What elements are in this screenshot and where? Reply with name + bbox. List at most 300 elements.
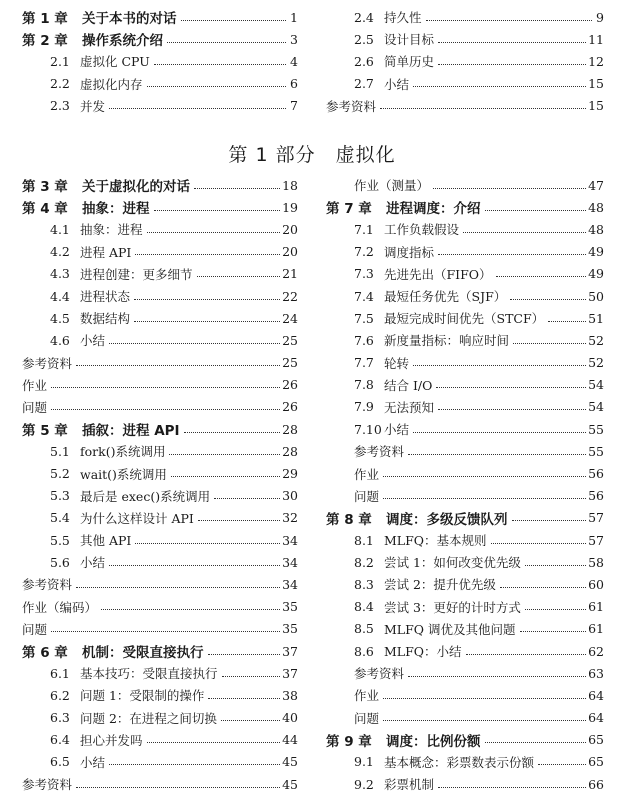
page-number: 26 bbox=[282, 399, 298, 415]
entry-title: 问题 1：受限制的操作 bbox=[80, 688, 205, 704]
dot-leader bbox=[433, 188, 586, 189]
dot-leader bbox=[154, 210, 281, 211]
page-number: 56 bbox=[588, 466, 604, 482]
page-number: 34 bbox=[282, 532, 298, 548]
section-number: 7.10 bbox=[354, 421, 382, 437]
toc-entry[interactable] bbox=[22, 6, 298, 28]
toc-entry[interactable] bbox=[22, 618, 298, 640]
dot-leader bbox=[208, 698, 280, 699]
section-number: 5.5 bbox=[50, 532, 70, 548]
dot-leader bbox=[198, 520, 280, 521]
toc-entry[interactable] bbox=[22, 751, 298, 773]
toc-entry[interactable] bbox=[22, 551, 298, 573]
section-number: 4.3 bbox=[50, 266, 70, 282]
toc-entry[interactable] bbox=[326, 352, 604, 374]
dot-leader bbox=[510, 299, 586, 300]
section-number: 2.4 bbox=[354, 9, 374, 25]
section-number: 4.6 bbox=[50, 332, 70, 348]
entry-title: 作业（测量） bbox=[354, 178, 430, 194]
page-number: 18 bbox=[282, 177, 298, 193]
dot-leader bbox=[538, 764, 586, 765]
dot-leader bbox=[485, 210, 587, 211]
page-number: 60 bbox=[588, 576, 604, 592]
section-number: 8.5 bbox=[354, 621, 374, 637]
page-number: 52 bbox=[588, 332, 604, 348]
section-number: 2.1 bbox=[50, 53, 70, 69]
toc-entry[interactable] bbox=[326, 241, 604, 263]
toc-entry[interactable] bbox=[326, 462, 604, 484]
dot-leader bbox=[438, 787, 586, 788]
toc-entry[interactable] bbox=[22, 285, 298, 307]
dot-leader bbox=[383, 698, 586, 699]
toc-entry[interactable] bbox=[22, 773, 298, 795]
page-number: 57 bbox=[588, 532, 604, 548]
toc-entry[interactable] bbox=[326, 329, 604, 351]
dot-leader bbox=[222, 676, 281, 677]
dot-leader bbox=[520, 631, 587, 632]
page-number: 28 bbox=[282, 443, 298, 459]
section-number: 4.1 bbox=[50, 221, 70, 237]
entry-title: 参考资料 bbox=[22, 777, 73, 793]
entry-title: 为什么这样设计 API bbox=[80, 510, 194, 526]
section-number: 5.4 bbox=[50, 510, 70, 526]
section-number: 8.6 bbox=[354, 643, 374, 659]
chapter-number: 第 3 章 bbox=[22, 179, 68, 196]
page-number: 48 bbox=[588, 221, 604, 237]
dot-leader bbox=[109, 108, 286, 109]
entry-title: 基本技巧：受限直接执行 bbox=[80, 666, 218, 682]
page-number: 45 bbox=[282, 776, 298, 792]
dot-leader bbox=[51, 409, 280, 410]
entry-title: 基本概念：彩票数表示份额 bbox=[384, 754, 535, 770]
chapter-number: 第 2 章 bbox=[22, 33, 68, 50]
chapter-number: 第 6 章 bbox=[22, 645, 68, 662]
dot-leader bbox=[408, 676, 586, 677]
section-number: 7.4 bbox=[354, 288, 374, 304]
entry-title: 无法预知 bbox=[384, 399, 435, 415]
entry-title: 小结 bbox=[384, 422, 410, 438]
toc-entry[interactable] bbox=[22, 440, 298, 462]
chapter-number: 第 8 章 bbox=[326, 511, 372, 528]
toc-entry[interactable] bbox=[22, 662, 298, 684]
toc-entry[interactable] bbox=[326, 729, 604, 751]
toc-entry[interactable] bbox=[22, 50, 298, 72]
dot-leader bbox=[413, 365, 586, 366]
dot-leader bbox=[147, 86, 286, 87]
page-number: 49 bbox=[588, 244, 604, 260]
entry-title: 尝试 3：更好的计时方式 bbox=[384, 599, 521, 615]
entry-title: 问题 bbox=[22, 399, 48, 415]
page-number: 34 bbox=[282, 554, 298, 570]
page-number: 40 bbox=[282, 710, 298, 726]
page-number: 38 bbox=[282, 687, 298, 703]
page-number: 45 bbox=[282, 754, 298, 770]
page-number: 47 bbox=[588, 177, 604, 193]
chapter-title: 关于虚拟化的对话 bbox=[82, 179, 190, 196]
section-number: 6.4 bbox=[50, 732, 70, 748]
entry-title: 小结 bbox=[384, 76, 410, 92]
toc-entry[interactable] bbox=[326, 684, 604, 706]
toc-entry[interactable] bbox=[326, 529, 604, 551]
toc-entry[interactable] bbox=[22, 684, 298, 706]
entry-title: 问题 bbox=[22, 621, 48, 637]
section-number: 2.5 bbox=[354, 31, 374, 47]
page-number: 37 bbox=[282, 665, 298, 681]
page-number: 58 bbox=[588, 554, 604, 570]
section-number: 8.4 bbox=[354, 599, 374, 615]
dot-leader bbox=[525, 565, 586, 566]
toc-entry[interactable] bbox=[326, 95, 604, 117]
entry-title: MLFQ：基本规则 bbox=[384, 533, 487, 549]
page-number: 21 bbox=[282, 266, 298, 282]
dot-leader bbox=[109, 343, 280, 344]
entry-title: 问题 bbox=[354, 710, 380, 726]
toc-right-column bbox=[326, 174, 604, 795]
toc-entry[interactable] bbox=[22, 196, 298, 218]
chapter-title: 进程调度：介绍 bbox=[386, 201, 481, 218]
chapter-title: 操作系统介绍 bbox=[82, 33, 163, 50]
dot-leader bbox=[438, 254, 586, 255]
section-number: 7.5 bbox=[354, 310, 374, 326]
chapter-number: 第 5 章 bbox=[22, 423, 68, 440]
dot-leader bbox=[496, 276, 587, 277]
section-number: 5.1 bbox=[50, 443, 70, 459]
toc-entry[interactable] bbox=[22, 573, 298, 595]
dot-leader bbox=[147, 232, 281, 233]
dot-leader bbox=[413, 432, 586, 433]
page-number: 44 bbox=[282, 732, 298, 748]
toc-left-column bbox=[22, 174, 298, 795]
toc-entry[interactable] bbox=[326, 374, 604, 396]
section-number: 4.5 bbox=[50, 310, 70, 326]
section-number: 5.2 bbox=[50, 466, 70, 482]
dot-leader bbox=[101, 609, 280, 610]
chapter-title: 调度：多级反馈队列 bbox=[386, 511, 508, 528]
entry-title: 小结 bbox=[80, 333, 106, 349]
toc-entry[interactable] bbox=[22, 374, 298, 396]
toc-entry[interactable] bbox=[22, 462, 298, 484]
dot-leader bbox=[134, 321, 280, 322]
dot-leader bbox=[383, 476, 586, 477]
entry-title: 虚拟化内存 bbox=[80, 76, 143, 92]
entry-title: 进程状态 bbox=[80, 289, 131, 305]
dot-leader bbox=[76, 587, 280, 588]
entry-title: 参考资料 bbox=[326, 98, 377, 114]
entry-title: 结合 I/O bbox=[384, 377, 433, 393]
dot-leader bbox=[436, 387, 586, 388]
toc-entry[interactable] bbox=[326, 485, 604, 507]
toc-entry[interactable] bbox=[326, 773, 604, 795]
toc-entry[interactable] bbox=[326, 28, 604, 50]
entry-title: MLFQ：小结 bbox=[384, 644, 462, 660]
page-number: 28 bbox=[282, 421, 298, 437]
dot-leader bbox=[76, 787, 280, 788]
page-number: 4 bbox=[290, 53, 298, 69]
toc-entry[interactable] bbox=[326, 73, 604, 95]
page-number: 57 bbox=[588, 510, 604, 526]
section-number: 6.3 bbox=[50, 710, 70, 726]
toc-entry[interactable] bbox=[326, 285, 604, 307]
chapter-title: 抽象：进程 bbox=[82, 201, 150, 218]
chapter-title: 调度：比例份额 bbox=[386, 733, 481, 750]
page-number: 61 bbox=[588, 621, 604, 637]
toc-entry[interactable] bbox=[22, 218, 298, 240]
section-number: 2.3 bbox=[50, 98, 70, 114]
page-number: 66 bbox=[588, 776, 604, 792]
page-number: 26 bbox=[282, 377, 298, 393]
dot-leader bbox=[438, 64, 586, 65]
section-number: 6.1 bbox=[50, 665, 70, 681]
entry-title: 作业 bbox=[354, 466, 380, 482]
entry-title: 最后是 exec()系统调用 bbox=[80, 488, 211, 504]
dot-leader bbox=[463, 232, 586, 233]
chapter-number: 第 1 章 bbox=[22, 11, 68, 28]
page-number: 35 bbox=[282, 599, 298, 615]
toc-top-left bbox=[22, 6, 298, 117]
toc-entry[interactable] bbox=[22, 729, 298, 751]
toc-entry[interactable] bbox=[326, 307, 604, 329]
section-number: 7.2 bbox=[354, 244, 374, 260]
toc-entry[interactable] bbox=[22, 73, 298, 95]
page-number: 54 bbox=[588, 377, 604, 393]
entry-title: 简单历史 bbox=[384, 54, 435, 70]
toc-entry[interactable] bbox=[326, 6, 604, 28]
page-number: 6 bbox=[290, 76, 298, 92]
dot-leader bbox=[413, 86, 586, 87]
toc-entry[interactable] bbox=[326, 507, 604, 529]
dot-leader bbox=[171, 476, 280, 477]
page-number: 1 bbox=[290, 9, 298, 25]
page-number: 29 bbox=[282, 466, 298, 482]
entry-title: 参考资料 bbox=[354, 666, 405, 682]
dot-leader bbox=[438, 409, 586, 410]
entry-title: 问题 bbox=[354, 488, 380, 504]
page-number: 61 bbox=[588, 599, 604, 615]
dot-leader bbox=[208, 654, 281, 655]
toc-entry[interactable] bbox=[22, 529, 298, 551]
entry-title: 数据结构 bbox=[80, 311, 131, 327]
toc-entry[interactable] bbox=[22, 263, 298, 285]
chapter-number: 第 7 章 bbox=[326, 201, 372, 218]
toc-entry[interactable] bbox=[326, 396, 604, 418]
toc-entry[interactable] bbox=[326, 196, 604, 218]
toc-entry[interactable] bbox=[326, 174, 604, 196]
page-number: 22 bbox=[282, 288, 298, 304]
toc-entry[interactable] bbox=[326, 707, 604, 729]
entry-title: fork()系统调用 bbox=[80, 444, 166, 460]
dot-leader bbox=[154, 64, 286, 65]
section-number: 7.6 bbox=[354, 332, 374, 348]
page-number: 20 bbox=[282, 244, 298, 260]
section-number: 7.9 bbox=[354, 399, 374, 415]
toc-entry[interactable] bbox=[22, 329, 298, 351]
page-number: 37 bbox=[282, 643, 298, 659]
section-number: 4.4 bbox=[50, 288, 70, 304]
toc-entry[interactable] bbox=[326, 640, 604, 662]
entry-title: 尝试 2：提升优先级 bbox=[384, 577, 496, 593]
toc-entry[interactable] bbox=[22, 95, 298, 117]
page-number: 49 bbox=[588, 266, 604, 282]
section-number: 7.7 bbox=[354, 355, 374, 371]
entry-title: 作业 bbox=[354, 688, 380, 704]
dot-leader bbox=[169, 454, 280, 455]
page-number: 50 bbox=[588, 288, 604, 304]
dot-leader bbox=[221, 720, 280, 721]
page-number: 15 bbox=[588, 76, 604, 92]
dot-leader bbox=[466, 654, 587, 655]
page-number: 19 bbox=[282, 199, 298, 215]
toc-entry[interactable] bbox=[326, 440, 604, 462]
toc-entry[interactable] bbox=[326, 596, 604, 618]
toc-entry[interactable] bbox=[22, 707, 298, 729]
section-number: 9.2 bbox=[354, 776, 374, 792]
page-number: 7 bbox=[290, 98, 298, 114]
section-number: 6.5 bbox=[50, 754, 70, 770]
toc-entry[interactable] bbox=[22, 352, 298, 374]
page-number: 35 bbox=[282, 621, 298, 637]
dot-leader bbox=[197, 276, 281, 277]
page-number: 55 bbox=[588, 421, 604, 437]
dot-leader bbox=[109, 764, 280, 765]
entry-title: 参考资料 bbox=[354, 444, 405, 460]
toc-entry[interactable] bbox=[326, 418, 604, 440]
entry-title: 问题 2：在进程之间切换 bbox=[80, 710, 217, 726]
chapter-title: 机制：受限直接执行 bbox=[82, 645, 204, 662]
dot-leader bbox=[109, 565, 280, 566]
section-number: 9.1 bbox=[354, 754, 374, 770]
chapter-title: 关于本书的对话 bbox=[82, 11, 177, 28]
page-number: 65 bbox=[588, 754, 604, 770]
entry-title: 尝试 1：如何改变优先级 bbox=[384, 555, 521, 571]
dot-leader bbox=[134, 299, 280, 300]
section-number: 6.2 bbox=[50, 687, 70, 703]
entry-title: 抽象：进程 bbox=[80, 222, 143, 238]
page-number: 15 bbox=[588, 98, 604, 114]
entry-title: 新度量指标：响应时间 bbox=[384, 333, 510, 349]
entry-title: 小结 bbox=[80, 555, 106, 571]
section-number: 8.1 bbox=[354, 532, 374, 548]
entry-title: 彩票机制 bbox=[384, 777, 435, 793]
dot-leader bbox=[181, 20, 287, 21]
section-number: 2.7 bbox=[354, 76, 374, 92]
toc-entry[interactable] bbox=[22, 307, 298, 329]
entry-title: 先进先出（FIFO） bbox=[384, 266, 492, 282]
entry-title: 参考资料 bbox=[22, 355, 73, 371]
toc-top-right bbox=[326, 6, 604, 117]
entry-title: 其他 API bbox=[80, 533, 132, 549]
page-number: 64 bbox=[588, 710, 604, 726]
toc-entry[interactable] bbox=[22, 596, 298, 618]
toc-entry[interactable] bbox=[326, 263, 604, 285]
page-number: 32 bbox=[282, 510, 298, 526]
entry-title: wait()系统调用 bbox=[80, 466, 167, 482]
page-number: 51 bbox=[588, 310, 604, 326]
toc-entry[interactable] bbox=[326, 551, 604, 573]
dot-leader bbox=[214, 498, 280, 499]
toc-entry[interactable] bbox=[22, 640, 298, 662]
toc-entry[interactable] bbox=[22, 485, 298, 507]
page-number: 48 bbox=[588, 199, 604, 215]
dot-leader bbox=[548, 321, 586, 322]
page-number: 20 bbox=[282, 221, 298, 237]
entry-title: 虚拟化 CPU bbox=[80, 54, 150, 70]
dot-leader bbox=[525, 609, 586, 610]
dot-leader bbox=[135, 543, 280, 544]
page-number: 24 bbox=[282, 310, 298, 326]
toc-entry[interactable] bbox=[22, 28, 298, 50]
section-number: 5.3 bbox=[50, 488, 70, 504]
dot-leader bbox=[408, 454, 586, 455]
entry-title: 持久性 bbox=[384, 10, 422, 26]
toc-entry[interactable] bbox=[326, 218, 604, 240]
section-number: 2.6 bbox=[354, 53, 374, 69]
page-number: 52 bbox=[588, 355, 604, 371]
dot-leader bbox=[438, 42, 586, 43]
section-number: 7.3 bbox=[354, 266, 374, 282]
dot-leader bbox=[147, 742, 281, 743]
dot-leader bbox=[380, 108, 586, 109]
toc-entry[interactable] bbox=[326, 573, 604, 595]
entry-title: MLFQ 调优及其他问题 bbox=[384, 621, 516, 637]
section-number: 4.2 bbox=[50, 244, 70, 260]
section-number: 8.3 bbox=[354, 576, 374, 592]
toc-entry[interactable] bbox=[22, 241, 298, 263]
section-number: 2.2 bbox=[50, 76, 70, 92]
toc-entry[interactable] bbox=[22, 507, 298, 529]
page-number: 25 bbox=[282, 332, 298, 348]
toc-entry[interactable] bbox=[326, 662, 604, 684]
toc-entry[interactable] bbox=[22, 396, 298, 418]
toc-entry[interactable] bbox=[326, 751, 604, 773]
dot-leader bbox=[184, 432, 281, 433]
dot-leader bbox=[485, 742, 587, 743]
page-number: 54 bbox=[588, 399, 604, 415]
toc-entry[interactable] bbox=[22, 174, 298, 196]
entry-title: 调度指标 bbox=[384, 244, 435, 260]
dot-leader bbox=[491, 543, 587, 544]
page-number: 56 bbox=[588, 488, 604, 504]
dot-leader bbox=[167, 42, 286, 43]
entry-title: 并发 bbox=[80, 98, 106, 114]
dot-leader bbox=[500, 587, 586, 588]
dot-leader bbox=[194, 188, 280, 189]
dot-leader bbox=[512, 520, 587, 521]
page-number: 12 bbox=[588, 53, 604, 69]
entry-title: 担心并发吗 bbox=[80, 732, 143, 748]
dot-leader bbox=[135, 254, 280, 255]
page-number: 62 bbox=[588, 643, 604, 659]
section-number: 7.8 bbox=[354, 377, 374, 393]
toc-entry[interactable] bbox=[326, 50, 604, 72]
entry-title: 进程 API bbox=[80, 244, 132, 260]
toc-entry[interactable] bbox=[22, 418, 298, 440]
toc-entry[interactable] bbox=[326, 618, 604, 640]
entry-title: 作业 bbox=[22, 377, 48, 393]
section-number: 5.6 bbox=[50, 554, 70, 570]
page-number: 55 bbox=[588, 443, 604, 459]
entry-title: 工作负载假设 bbox=[384, 222, 460, 238]
dot-leader bbox=[51, 631, 280, 632]
page-number: 30 bbox=[282, 488, 298, 504]
chapter-number: 第 4 章 bbox=[22, 201, 68, 218]
entry-title: 设计目标 bbox=[384, 32, 435, 48]
dot-leader bbox=[51, 387, 280, 388]
page-number: 9 bbox=[596, 9, 604, 25]
page-number: 34 bbox=[282, 576, 298, 592]
entry-title: 小结 bbox=[80, 754, 106, 770]
entry-title: 最短完成时间优先（STCF） bbox=[384, 311, 545, 327]
entry-title: 作业（编码） bbox=[22, 599, 98, 615]
